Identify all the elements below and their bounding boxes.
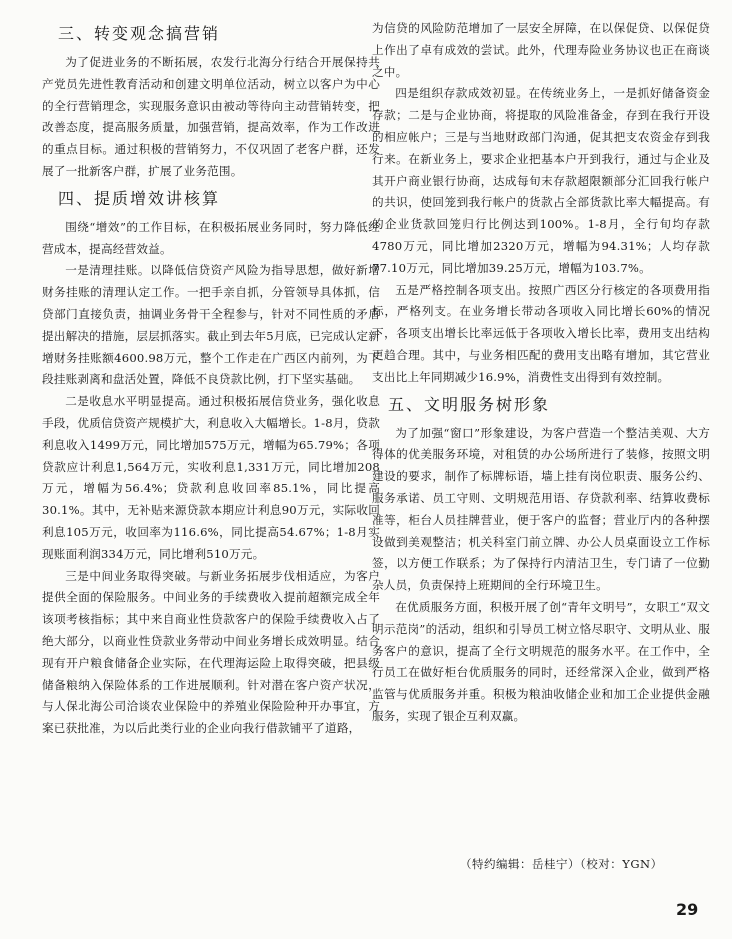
section-3-paragraph-1: 为了促进业务的不断拓展，农发行北海分行结合开展保持共产党员先进性教育活动和创建文明单位活动，树立以客户为中心的全行营销理念，实现服务意识由被动等待向主动营销转变，把改善态度，提高服务质量，加强营销，提高效率，作为工作改进的重点目标。通过积极的营销努力，不仅巩固了老客户群，还发展了一批新客户群，扩展了业务范围。 [42,55,380,178]
right-column [372,18,710,728]
section-4-paragraph-3: 二是收息水平明显提高。通过积极拓展信贷业务，强化收息手段，优质信贷资产规模扩大，利息收入大幅增长。1-8月，贷款利息收入1499万元，同比增加575万元，增幅为65.79%；各项贷款应计利息1,564万元，实收利息1,331万元，同比增加208万元，增幅为56.4%；贷款利息收回率85.1%，同比提高30.1%。其中，无补贴来源贷款本期应计利息90万元，实际收回利息105万元，收回率为116.6%，同比提高54.67%；1-8月实现账面利润334万元，同比增利510万元。 [42,394,380,561]
page-number: 29 [676,900,699,919]
section-5-heading: 五、文明服务树形象 [388,394,551,414]
section-4-paragraph-1: 围绕“增效”的工作目标，在积极拓展业务同时，努力降低经营成本，提高经营效益。 [42,219,380,256]
continuation-paragraph: 为信贷的风险防范增加了一层安全屏障，在以保促贷、以保促贷上作出了卓有成效的尝试。此外，代理寿险业务协议也正在商谈之中。 [372,21,710,79]
editor-credit: （特约编辑：岳桂宁）（校对：YGN） [460,857,663,871]
section-4-paragraph-4: 三是中间业务取得突破。与新业务拓展步伐相适应，为客户提供全面的保险服务。中间业务的手续费收入提前超额完成全年该项考核指标；其中来自商业性贷款客户的保险手续费收入占了绝大部分，以商业性贷款业务带动中间业务增长成效明显。结合现有开户粮食储备企业实际，在代理海运险上取得突破，把县级储备粮纳入保险体系的工作进展顺利。针对潜在客户资产状况，与人保北海公司洽谈农业保险中的养殖业保险险种开办事宜，方案已获批准，为以后此类行业的企业向我行借款铺平了道路， [42,568,380,736]
section-4-paragraph-2: 一是清理挂账。以降低信贷资产风险为指导思想，做好新增财务挂账的清理认定工作。一把手亲自抓，分管领导具体抓，信贷部门直接负责，抽调业务骨干全程参与，针对不同性质的矛盾提出解决的措施，层层抓落实。截止到去年5月底，已完成认定新增财务挂账额4600.98万元，整个工作走在广西区内前列，为下段挂账剥离和盘活处置，降低不良贷款比例，打下坚实基础。 [42,263,380,387]
section-5-paragraph-2: 在优质服务方面，积极开展了创“青年文明号”，女职工“双文明示范岗”的活动，组织和引导员工树立恪尽职守、文明从业、服务客户的意识，提高了全行文明规范的服务水平。在工作中，全行员工在做好柜台优质服务的同时，还经常深入企业，做到严格监管与优质服务并重。积极为粮油收储企业和加工企业提供金融服务，实现了银企互利双赢。 [372,599,710,723]
section-3-heading: 三、转变观念搞营销 [58,24,221,43]
section-5-paragraph-1: 为了加强“窗口”形象建设，为客户营造一个整洁美观、大方得体的优美服务环境，对租赁的办公场所进行了装修，按照文明建设的要求，制作了标牌标语，墙上挂有岗位职责、服务公约、服务承诺、员工守则、文明规范用语、存贷款利率、结算收费标准等，柜台人员挂牌营业，便于客户的监督；营业厅内的各种摆设做到美观整洁；机关科室门前立牌、办公人员桌面设立工作标签，以方便工作联系；为了保持行内清洁卫生，专门请了一位勤杂人员，负责保持上班期间的全行环境卫生。 [372,425,710,593]
section-4-heading: 四、提质增效讲核算 [58,188,221,208]
section-4-paragraph-5: 四是组织存款成效初显。在传统业务上，一是抓好储备资金存款；二是与企业协商，将提取的风险准备金，存到在我行开设的相应帐户；三是与当地财政部门沟通，促其把支农资金存到我行来。在新业务上，要求企业把基本户开到我行，通过与企业及其开户商业银行协商，达成每旬末存款超限额部分汇回我行帐户的共识，使回笼到我行帐户的货款占全部货款比率大幅提高。有的企业货款回笼归行比例达到100%。1-8月，全行旬均存款4780万元，同比增加2320万元，增幅为94.31%；人均存款77.10万元，同比增加39.25万元，增幅为103.7%。 [372,86,710,275]
left-column [42,18,380,740]
section-4-paragraph-6: 五是严格控制各项支出。按照广西区分行核定的各项费用指标，严格列支。在业务增长带动各项收入同比增长60%的情况下，各项支出增长比率远低于各项收入增长比率，费用支出结构更趋合理。其中，与业务相匹配的费用支出略有增加，其它营业支出比上年同期减少16.9%，消费性支出得到有效控制。 [372,282,710,384]
